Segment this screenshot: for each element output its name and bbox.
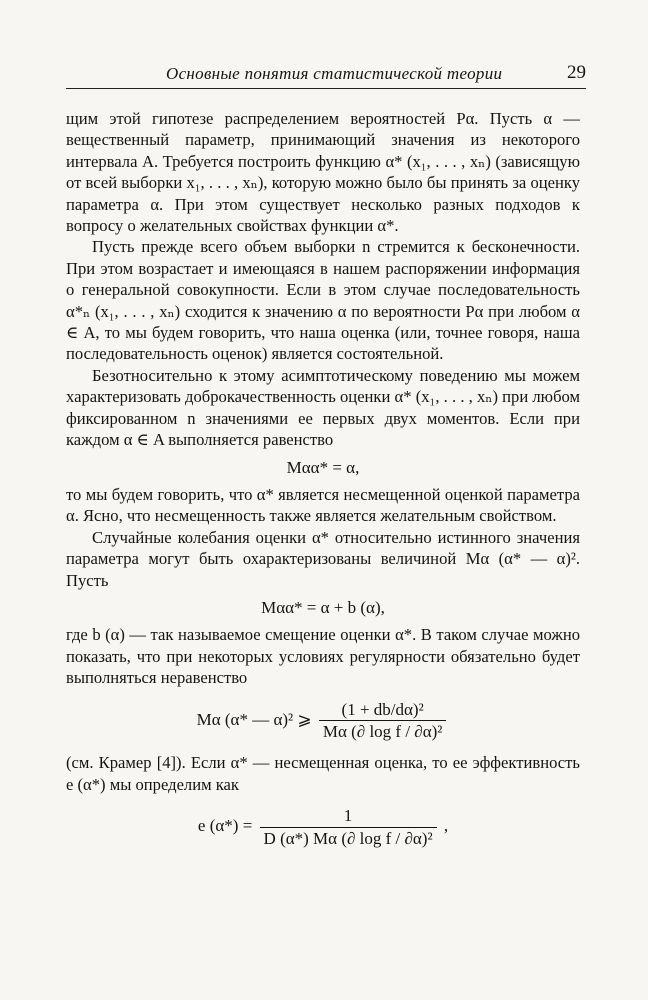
efficiency-numerator: 1 (343, 806, 353, 826)
paragraph-6: где b (α) — так называемое смещение оценки α*. В таком случае можно показать, что при некоторых условиях регулярности обязательно будет выполняться неравенство (66, 625, 580, 688)
paragraph-2: Пусть прежде всего объем выборки n стремится к бесконечности. При этом возрастает и имеющаяся в нашем распоряжении информация о генеральной совокупности. Если в этом случае последовательность α*ₙ (x₁, . . . , xₙ) сходится к значению α по вероятности Pα при любом α ∈ A, то мы будем говорить, что наша оценка (или, точнее говоря, наша последовательность оценок) является состоятельной. (66, 237, 580, 364)
formula-efficiency (66, 805, 580, 849)
formula-unbiased: Mαα* = α, (286, 457, 360, 477)
running-title: Основные понятия статистической теории (166, 64, 503, 83)
page-header (66, 62, 586, 89)
inequality-denominator: Mα (∂ log f / ∂α)² (319, 720, 447, 742)
paragraph-3: Безотносительно к этому асимптотическому поведению мы можем характеризовать доброкачественность оценки α* (x₁, . . . , xₙ) при любом фиксированном n значениями ее первых двух моментов. Если при каждом α ∈ A выполняется равенство (66, 365, 580, 450)
efficiency-left: e (α*) = (197, 816, 253, 835)
formula-bias: Mαα* = α + b (α), (261, 597, 385, 617)
efficiency-fraction (260, 805, 437, 849)
formula-rao-cramer (66, 699, 580, 743)
page-body (66, 108, 580, 859)
inequality-fraction (319, 699, 447, 743)
paragraph-5: Случайные колебания оценки α* относительно истинного значения параметра могут быть охарактеризованы величиной Mα (α* — α)². Пусть (66, 527, 580, 590)
inequality-left: Mα (α* — α)² ⩾ (196, 709, 312, 729)
page-number: 29 (567, 62, 586, 83)
paragraph-7: (см. Крамер [4]). Если α* — несмещенная оценка, то ее эффективность e (α*) мы определим как (66, 753, 580, 794)
efficiency-denominator: D (α*) Mα (∂ log f / ∂α)² (260, 827, 437, 849)
paragraph-4: то мы будем говорить, что α* является несмещенной оценкой параметра α. Ясно, что несмещенность также является желательным свойством. (66, 484, 580, 526)
paragraph-1: щим этой гипотезе распределением вероятностей Pα. Пусть α — вещественный параметр, принимающий значения из некоторого интервала A. Требуется построить функцию α* (x₁, . . . , xₙ) (зависящую от всей выборки x₁, . . . , xₙ), которую можно было бы принять за оценку параметра α. При этом существует несколько разных подходов к вопросу о желательных свойствах функции α*. (66, 109, 580, 236)
inequality-numerator: (1 + db/dα)² (341, 699, 424, 719)
efficiency-tail: , (443, 816, 449, 835)
